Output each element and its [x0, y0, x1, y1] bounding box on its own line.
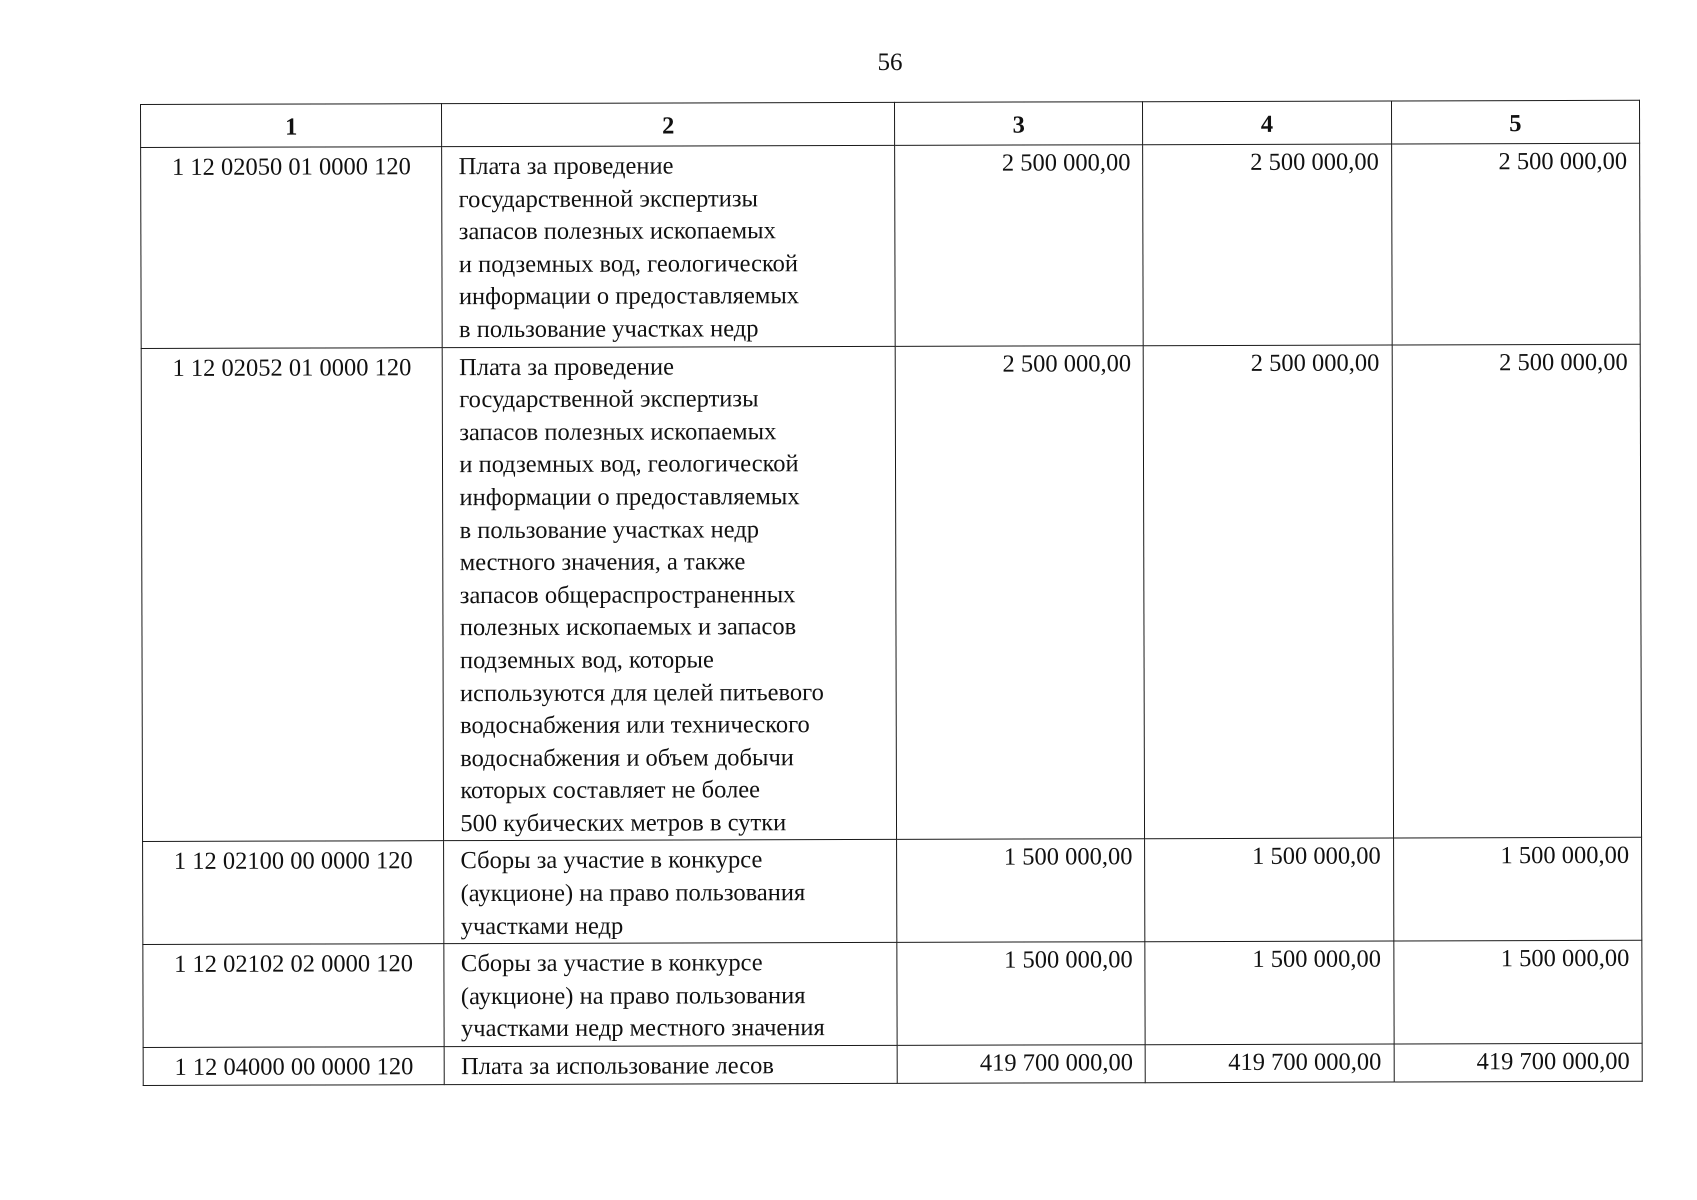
- value-cell-col3: 2 500 000,00: [895, 145, 1144, 346]
- description-line: информации о предоставляемых: [458, 282, 800, 311]
- budget-code-cell: 1 12 04000 00 0000 120: [143, 1047, 444, 1085]
- budget-code-cell: 1 12 02102 02 0000 120: [143, 944, 445, 1048]
- description-line: участками недр местного значения: [460, 1014, 825, 1043]
- description-cell: [443, 346, 897, 841]
- page-number: 56: [877, 49, 903, 76]
- table-body: [141, 143, 1643, 1085]
- description-line: Сборы за участие в конкурсе: [460, 949, 763, 978]
- value-cell-col3: 419 700 000,00: [897, 1045, 1145, 1083]
- description-line: Плата за проведение: [459, 353, 675, 381]
- table-row: [141, 344, 1641, 842]
- description-line: (аукционе) на право пользования: [460, 879, 806, 908]
- value-cell-col4: 1 500 000,00: [1145, 941, 1394, 1044]
- value-cell-col5: 1 500 000,00: [1393, 941, 1642, 1044]
- column-header-3: 3: [894, 102, 1142, 146]
- description-line: Сборы за участие в конкурсе: [460, 846, 763, 875]
- value-cell-col4: 1 500 000,00: [1145, 838, 1394, 941]
- description-cell: [442, 145, 895, 347]
- value-cell-col5: 2 500 000,00: [1392, 344, 1642, 839]
- description-line: в пользование участках недр: [459, 515, 760, 544]
- column-header-5: 5: [1391, 100, 1639, 144]
- description-line: (аукционе) на право пользования: [460, 981, 806, 1010]
- table-row: [143, 838, 1642, 945]
- budget-code-cell: 1 12 02052 01 0000 120: [141, 347, 444, 842]
- budget-code-cell: 1 12 02100 00 0000 120: [143, 841, 445, 945]
- description-line: подземных вод, которые: [459, 646, 714, 675]
- description-line: в пользование участках недр: [458, 315, 759, 344]
- column-header-4: 4: [1143, 101, 1391, 145]
- table-row: [143, 941, 1642, 1048]
- table-row: [143, 1043, 1642, 1085]
- description-line: участками недр: [460, 912, 624, 940]
- description-line: и подземных вод, геологической: [458, 249, 799, 278]
- description-cell: [444, 943, 897, 1047]
- description-line: запасов полезных ископаемых: [459, 417, 777, 446]
- description-line: Плата за использование лесов: [461, 1052, 774, 1081]
- description-line: запасов полезных ископаемых: [458, 217, 776, 246]
- column-header-1: 1: [141, 104, 443, 148]
- description-line: водоснабжения и объем добычи: [460, 743, 794, 772]
- description-cell: [444, 840, 897, 944]
- description-line: государственной экспертизы: [459, 385, 759, 414]
- description-line: которых составляет не более: [460, 776, 761, 805]
- value-cell-col3: 1 500 000,00: [897, 839, 1146, 942]
- table-header: [141, 100, 1640, 147]
- description-line: местного значения, а также: [459, 548, 746, 577]
- table-row: [141, 143, 1641, 348]
- description-line: информации о предоставляемых: [459, 483, 800, 512]
- header-row: [141, 100, 1640, 147]
- budget-code-cell: 1 12 02050 01 0000 120: [141, 147, 443, 348]
- description-line: полезных ископаемых и запасов: [459, 613, 797, 642]
- value-cell-col4: 419 700 000,00: [1145, 1044, 1393, 1082]
- description-cell: [445, 1045, 898, 1084]
- description-line: используются для целей питьевого: [459, 678, 824, 707]
- description-line: Плата за проведение: [458, 152, 674, 181]
- value-cell-col4: 2 500 000,00: [1143, 144, 1392, 345]
- value-cell-col5: 419 700 000,00: [1394, 1043, 1642, 1081]
- value-cell-col3: 1 500 000,00: [897, 942, 1146, 1045]
- value-cell-col4: 2 500 000,00: [1143, 345, 1393, 840]
- value-cell-col5: 2 500 000,00: [1391, 143, 1640, 344]
- description-line: 500 кубических метров в сутки: [460, 809, 787, 837]
- value-cell-col3: 2 500 000,00: [895, 345, 1145, 840]
- budget-table: [140, 100, 1643, 1086]
- description-line: водоснабжения или технического: [460, 711, 810, 740]
- value-cell-col5: 1 500 000,00: [1393, 838, 1642, 941]
- column-header-2: 2: [442, 102, 895, 146]
- description-line: государственной экспертизы: [458, 184, 758, 213]
- description-line: запасов общераспространенных: [459, 580, 796, 609]
- description-line: и подземных вод, геологической: [459, 450, 799, 479]
